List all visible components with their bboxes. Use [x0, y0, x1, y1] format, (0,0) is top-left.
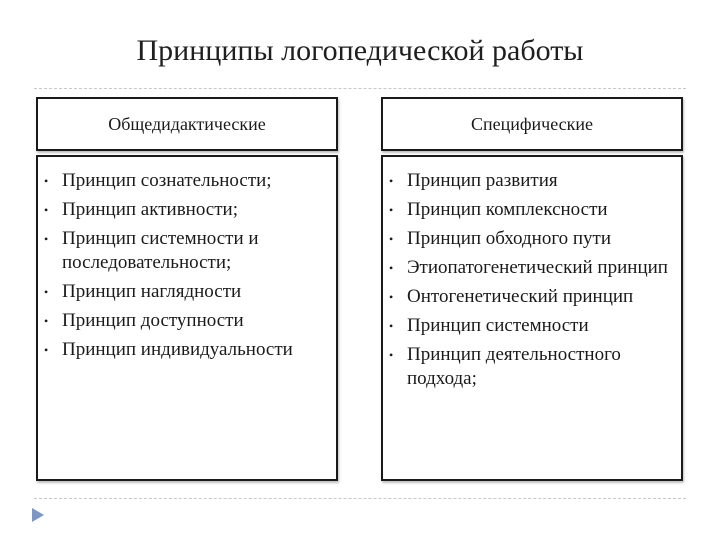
list-item-text: Принцип сознательности; — [62, 170, 272, 191]
bullet-icon: • — [389, 290, 394, 304]
list-item-text: Принцип деятельностного подхода; — [407, 344, 621, 389]
list-item — [389, 314, 673, 338]
column-body — [381, 155, 683, 481]
column-header: Общедидактические — [36, 97, 338, 151]
list-item-text: Принцип обходного пути — [407, 228, 612, 249]
list-item — [44, 198, 328, 222]
bottom-divider — [34, 498, 686, 499]
general-didactic-column — [36, 97, 338, 481]
bullet-icon: • — [44, 203, 49, 217]
list-item — [389, 227, 673, 251]
list-item — [44, 309, 328, 333]
list-item — [389, 343, 673, 391]
list-item — [44, 280, 328, 304]
list-item — [44, 169, 328, 193]
list-item-text: Принцип системности и последовательности; — [62, 228, 259, 273]
specific-column — [381, 97, 683, 481]
list-item-text: Этиопатогенетический принцип — [407, 257, 668, 278]
slide-title: Принципы логопедической работы — [136, 34, 584, 67]
bullet-icon: • — [389, 174, 394, 188]
list-item-text: Принцип наглядности — [62, 281, 242, 302]
list-item-text: Принцип системности — [407, 315, 589, 336]
list-item-text: Принцип комплексности — [407, 199, 608, 220]
bullet-icon: • — [44, 232, 49, 246]
list-item — [389, 169, 673, 193]
bullet-icon: • — [389, 261, 394, 275]
bullet-icon: • — [44, 285, 49, 299]
bullet-icon: • — [389, 319, 394, 333]
bullet-icon: • — [389, 203, 394, 217]
list-item — [389, 198, 673, 222]
principle-list — [44, 169, 328, 362]
list-item-text: Принцип индивидуальности — [62, 339, 293, 360]
list-item — [44, 227, 328, 275]
triangle-right-icon[interactable] — [32, 508, 44, 522]
list-item — [389, 285, 673, 309]
list-item-text: Принцип развития — [407, 170, 558, 191]
bullet-icon: • — [44, 314, 49, 328]
bullet-icon: • — [44, 174, 49, 188]
principle-list — [389, 169, 673, 391]
list-item-text: Принцип активности; — [62, 199, 238, 220]
list-item-text: Принцип доступности — [62, 310, 244, 331]
column-body — [36, 155, 338, 481]
bullet-icon: • — [389, 232, 394, 246]
bullet-icon: • — [389, 348, 394, 362]
column-header: Специфические — [381, 97, 683, 151]
list-item-text: Онтогенетический принцип — [407, 286, 634, 307]
bullet-icon: • — [44, 343, 49, 357]
top-divider — [34, 88, 686, 89]
list-item — [44, 338, 328, 362]
list-item — [389, 256, 673, 280]
